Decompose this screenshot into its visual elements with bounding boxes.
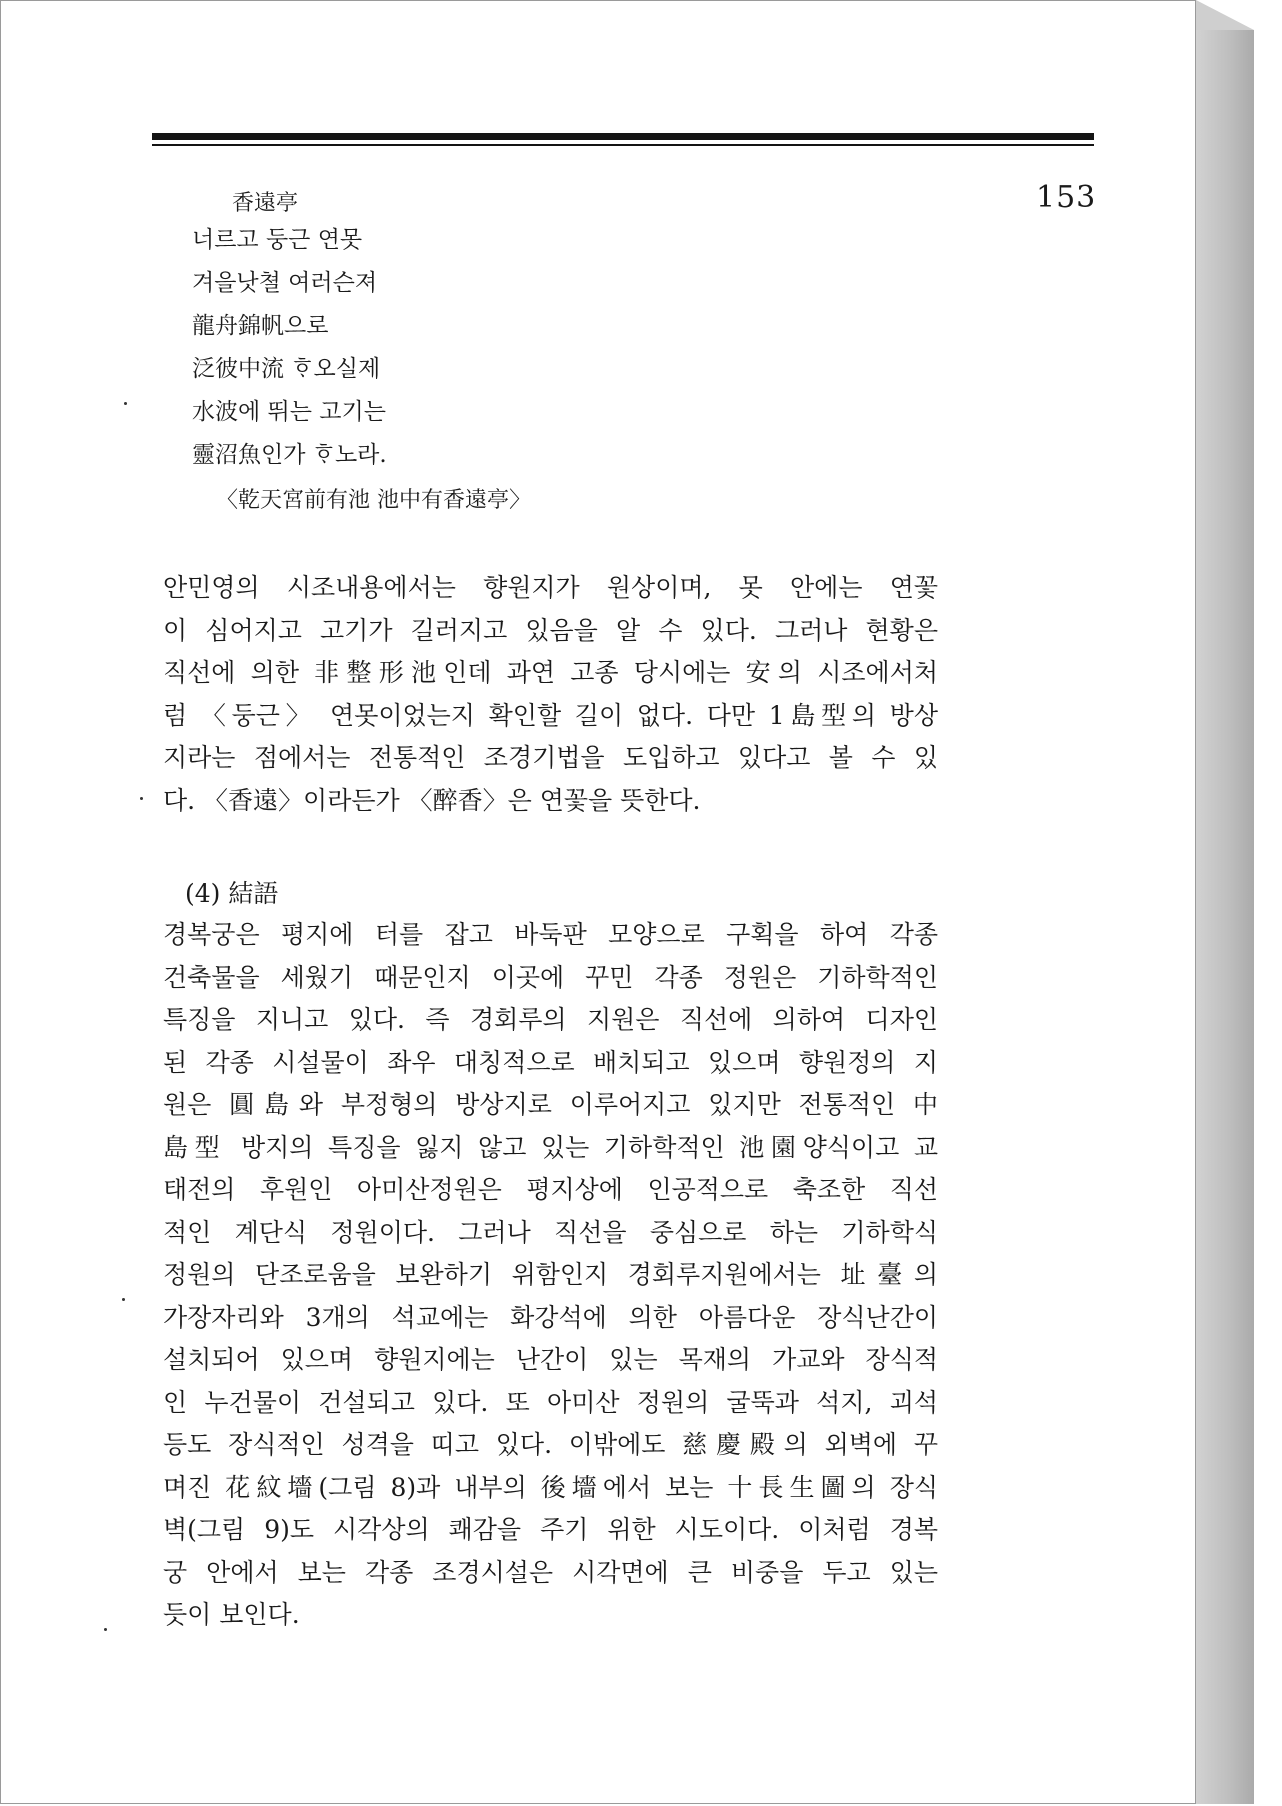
text-line: 궁 안에서 보는 각종 조경시설은 시각면에 큰 비중을 두고 있는 — [163, 1557, 938, 1587]
text-line: 특징을 지니고 있다. 즉 경회루의 지원은 직선에 의하여 디자인 — [163, 1005, 938, 1034]
text-line: 다. 〈香遠〉이라든가 〈醉香〉은 연꽃을 뜻한다. — [163, 785, 701, 815]
verse-title: 香遠亭 — [232, 191, 299, 216]
verse-line: 너르고 둥근 연못 — [192, 227, 363, 253]
text-line: 정원의 단조로움을 보완하기 위함인지 경회루지원에서는 址臺의 — [163, 1260, 938, 1289]
text-line: 등도 장식적인 성격을 띠고 있다. 이밖에도 慈慶殿의 외벽에 꾸 — [163, 1430, 938, 1459]
paragraph-1 — [163, 567, 938, 822]
text-line: 지라는 점에서는 전통적인 조경기법을 도입하고 있다고 볼 수 있 — [163, 743, 938, 772]
text-line: 된 각종 시설물이 좌우 대칭적으로 배치되고 있으며 향원정의 지 — [163, 1047, 938, 1077]
text-line: 가장자리와 3개의 석교에는 화강석에 의한 아름다운 장식난간이 — [163, 1302, 938, 1332]
page-edge-side — [1196, 30, 1254, 1804]
page-edge-top — [1196, 0, 1254, 30]
text-line: 이 심어지고 고기가 길러지고 있음을 알 수 있다. 그러나 현황은 — [163, 615, 938, 645]
verse-note: 〈乾天宮前有池 池中有香遠亭〉 — [216, 488, 531, 513]
scan-speck — [140, 797, 143, 800]
text-line: 직선에 의한 非整形池인데 과연 고종 당시에는 安의 시조에서처 — [163, 658, 938, 687]
verse-line: 靈沼魚인가 ᄒᆞ노라. — [192, 442, 387, 468]
header-rule-thick — [152, 133, 1094, 140]
text-line: 럼 〈둥근〉 연못이었는지 확인할 길이 없다. 다만 1島型의 방상 — [163, 700, 938, 730]
paragraph-2 — [163, 914, 938, 1637]
verse-block — [192, 219, 892, 477]
text-line: 島型 방지의 특징을 잃지 않고 있는 기하학적인 池園양식이고 교 — [163, 1132, 938, 1162]
text-line: 인 누건물이 건설되고 있다. 또 아미산 정원의 굴뚝과 석지, 괴석 — [163, 1387, 938, 1417]
verse-line: 泛彼中流 ᄒᆞ오실제 — [192, 356, 381, 382]
section-heading: (4) 結語 — [185, 879, 279, 908]
text-line: 태전의 후원인 아미산정원은 평지상에 인공적으로 축조한 직선 — [163, 1175, 938, 1204]
scan-speck — [104, 1628, 107, 1631]
verse-line: 龍舟錦帆으로 — [192, 313, 329, 339]
text-line: 며진 花紋墻(그림 8)과 내부의 後墻에서 보는 十長生圖의 장식 — [163, 1472, 938, 1502]
scan-speck — [122, 1298, 125, 1301]
text-line: 설치되어 있으며 향원지에는 난간이 있는 목재의 가교와 장식적 — [163, 1345, 938, 1374]
verse-line: 겨을낫쳘 여러슨져 — [192, 270, 378, 296]
text-line: 안민영의 시조내용에서는 향원지가 원상이며, 못 안에는 연꽃 — [163, 573, 938, 602]
verse-line: 水波에 뛰는 고기는 — [192, 399, 386, 425]
text-line: 건축물을 세웠기 때문인지 이곳에 꾸민 각종 정원은 기하학적인 — [163, 962, 938, 992]
text-line: 벽(그림 9)도 시각상의 쾌감을 주기 위한 시도이다. 이처럼 경복 — [163, 1515, 938, 1544]
header-rule-thin — [152, 144, 1094, 146]
scan-speck — [124, 402, 127, 405]
page-number: 153 — [1036, 180, 1097, 215]
text-line: 경복궁은 평지에 터를 잡고 바둑판 모양으로 구획을 하여 각종 — [163, 920, 938, 949]
text-line: 적인 계단식 정원이다. 그러나 직선을 중심으로 하는 기하학식 — [163, 1217, 938, 1247]
text-line: 원은 圓島와 부정형의 방상지로 이루어지고 있지만 전통적인 中 — [163, 1090, 938, 1119]
text-line: 듯이 보인다. — [163, 1600, 300, 1629]
